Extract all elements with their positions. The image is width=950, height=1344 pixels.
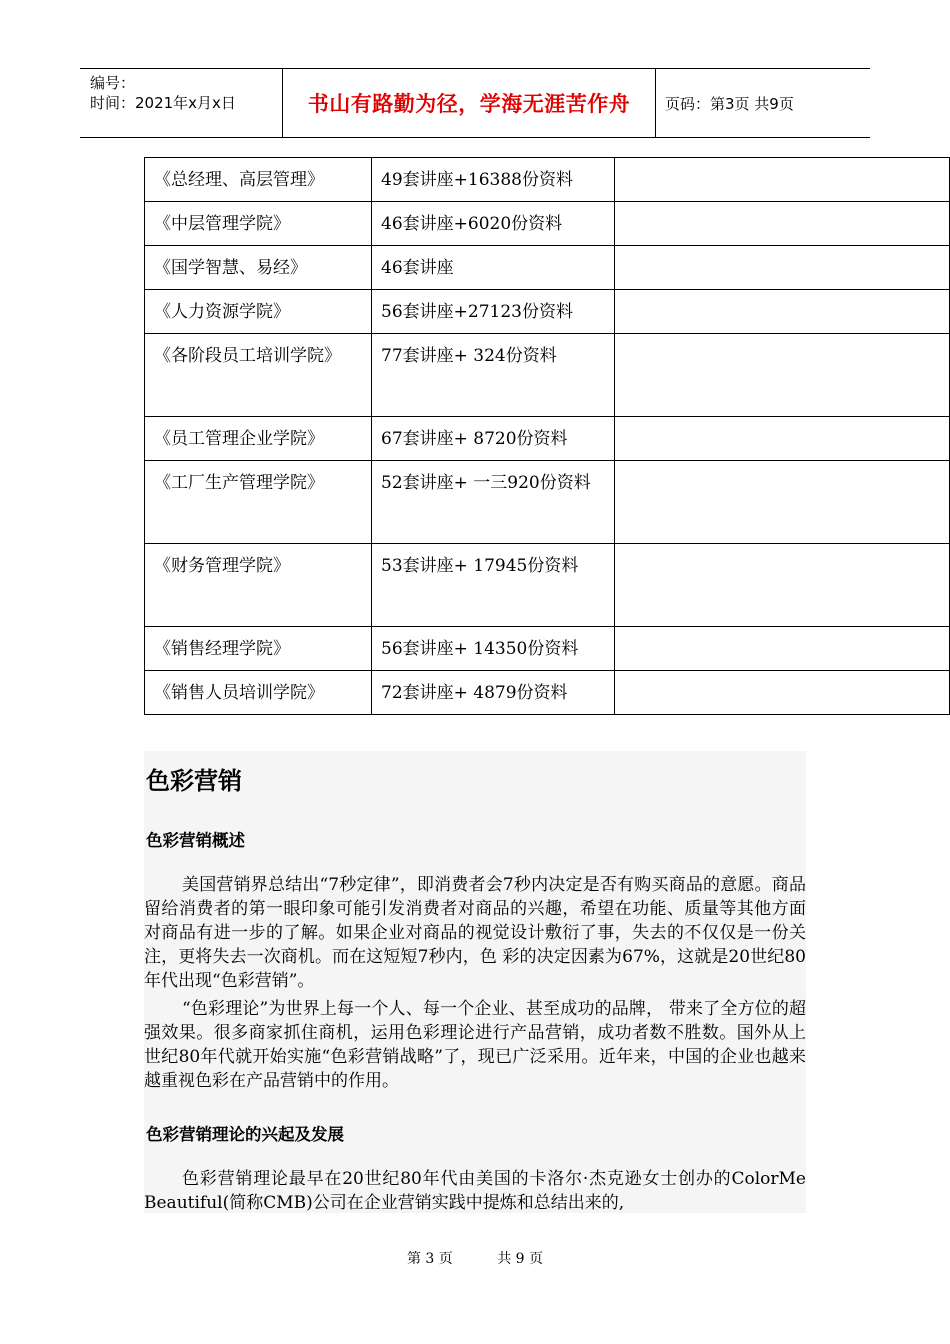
- header-meta: [80, 69, 282, 137]
- course-note: [615, 290, 950, 334]
- table-row: [145, 290, 950, 334]
- page-header: [80, 68, 870, 138]
- footer-page-number: 第 3 页: [406, 1251, 453, 1267]
- course-note: [615, 627, 950, 671]
- article-section: [144, 751, 806, 1213]
- page-info: 页码：第3页 共9页: [665, 94, 794, 113]
- course-amount: 46套讲座: [372, 246, 615, 290]
- table-row: [145, 544, 950, 627]
- table-row: [145, 417, 950, 461]
- course-amount: 56套讲座+ 14350份资料: [372, 627, 615, 671]
- course-amount: 56套讲座+27123份资料: [372, 290, 615, 334]
- course-note: [615, 202, 950, 246]
- table-row: [145, 671, 950, 715]
- course-name: 《销售经理学院》: [145, 627, 372, 671]
- course-table: [144, 157, 950, 715]
- footer-total-pages: 共 9 页: [497, 1251, 544, 1267]
- header-motto-cell: [282, 69, 656, 137]
- table-row: [145, 158, 950, 202]
- course-amount: 49套讲座+16388份资料: [372, 158, 615, 202]
- course-note: [615, 461, 950, 544]
- section-heading-overview: 色彩营销概述: [146, 831, 245, 850]
- course-note: [615, 334, 950, 417]
- time-label: 时间：2021年x月x日: [90, 94, 236, 112]
- table-row: [145, 627, 950, 671]
- course-note: [615, 246, 950, 290]
- paragraph-overview: 美国营销界总结出“7秒定律”，即消费者会7秒内决定是否有购买商品的意愿。商品留给消费者的第一眼印象可能引发消费者对商品的兴趣，希望在功能、质量等其他方面对商品有进一步的了解。如果企业对商品的视觉设计敷衍了事，失去的不仅仅是一份关注，更将失去一次商机。而在这短短7秒内，色 彩的决定因素为67%，这就是20世纪80年代出现“色彩营销”。: [144, 875, 806, 991]
- course-name: 《财务管理学院》: [145, 544, 372, 627]
- course-amount: 72套讲座+ 4879份资料: [372, 671, 615, 715]
- course-note: [615, 417, 950, 461]
- course-note: [615, 671, 950, 715]
- course-amount: 52套讲座+ 一三920份资料: [372, 461, 615, 544]
- paragraph-history: 色彩营销理论最早在20世纪80年代由美国的卡洛尔·杰克逊女士创办的ColorMe Beautiful(简称CMB)公司在企业营销实践中提炼和总结出来的,: [144, 1169, 806, 1213]
- course-amount: 53套讲座+ 17945份资料: [372, 544, 615, 627]
- course-name: 《国学智慧、易经》: [145, 246, 372, 290]
- course-amount: 67套讲座+ 8720份资料: [372, 417, 615, 461]
- table-row: [145, 202, 950, 246]
- article-title: 色彩营销: [146, 767, 242, 795]
- page-footer: [0, 1248, 950, 1268]
- table-row: [145, 334, 950, 417]
- number-label: 编号：: [90, 74, 136, 92]
- course-name: 《销售人员培训学院》: [145, 671, 372, 715]
- course-note: [615, 158, 950, 202]
- course-name: 《各阶段员工培训学院》: [145, 334, 372, 417]
- course-name: 《总经理、高层管理》: [145, 158, 372, 202]
- table-row: [145, 461, 950, 544]
- motto-text: 书山有路勤为径，学海无涯苦作舟: [307, 92, 631, 116]
- course-name: 《人力资源学院》: [145, 290, 372, 334]
- section-heading-history: 色彩营销理论的兴起及发展: [146, 1125, 344, 1144]
- paragraph-color-theory: “色彩理论”为世界上每一个人、每一个企业、甚至成功的品牌， 带来了全方位的超强效果。很多商家抓住商机，运用色彩理论进行产品营销，成功者数不胜数。国外从上世纪80年代就开始实施“色彩营销战略”了，现已广泛采用。近年来，中国的企业也越来越重视色彩在产品营销中的作用。: [144, 999, 806, 1091]
- course-name: 《员工管理企业学院》: [145, 417, 372, 461]
- course-note: [615, 544, 950, 627]
- table-row: [145, 246, 950, 290]
- course-name: 《工厂生产管理学院》: [145, 461, 372, 544]
- course-name: 《中层管理学院》: [145, 202, 372, 246]
- course-amount: 46套讲座+6020份资料: [372, 202, 615, 246]
- course-amount: 77套讲座+ 324份资料: [372, 334, 615, 417]
